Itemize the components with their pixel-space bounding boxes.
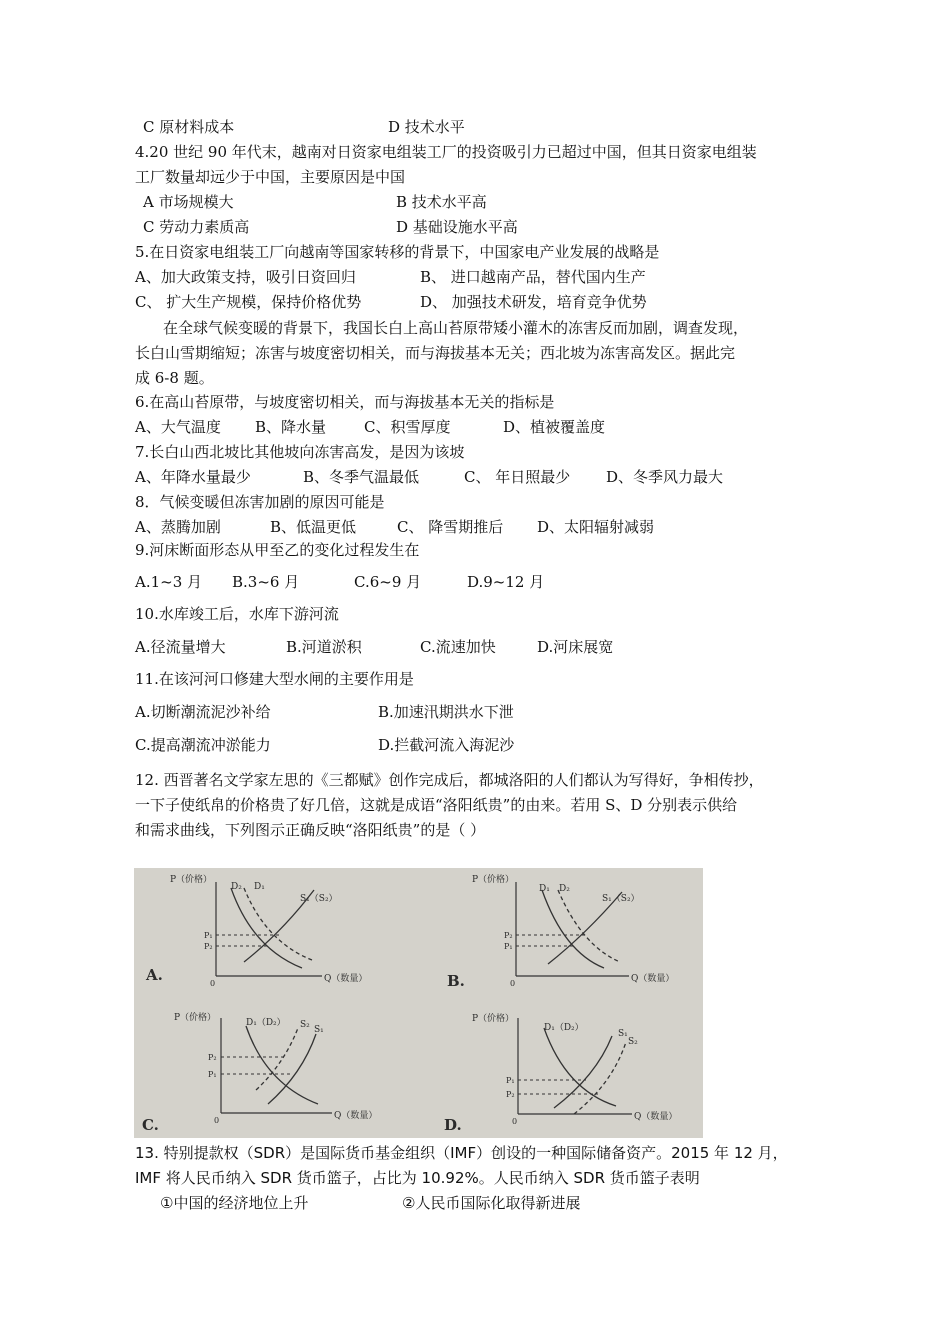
q8-option-b: B、低温更低 bbox=[270, 518, 357, 536]
panel-d-y-label: P（价格） bbox=[472, 1014, 515, 1024]
q10-option-b: B.河道淤积 bbox=[286, 638, 362, 656]
q5-option-c: C、 扩大生产规模，保持价格优势 bbox=[135, 293, 362, 311]
q13-option-2: ②人民币国际化取得新进展 bbox=[402, 1194, 581, 1212]
q4-option-b: B 技术水平高 bbox=[396, 193, 487, 211]
q11-stem: 11.在该河河口修建大型水闸的主要作用是 bbox=[135, 670, 414, 688]
q8-stem: 8．气候变暖但冻害加剧的原因可能是 bbox=[135, 493, 385, 511]
q6-option-b: B、降水量 bbox=[255, 418, 327, 436]
q3-option-c: C 原材料成本 bbox=[143, 118, 235, 136]
q8-option-a: A、蒸腾加剧 bbox=[135, 518, 221, 536]
q5-option-a: A、加大政策支持，吸引日资回归 bbox=[135, 268, 356, 286]
panel-a bbox=[145, 873, 367, 988]
passage-line3: 成 6-8 题。 bbox=[135, 369, 214, 387]
panel-b-x-label: Q（数量） bbox=[631, 974, 675, 984]
q7-option-c: C、 年日照最少 bbox=[464, 468, 571, 486]
q5-option-b: B、 进口越南产品，替代国内生产 bbox=[420, 268, 646, 286]
panel-a-p-hi: P₁ bbox=[204, 931, 213, 940]
q9-option-a: A.1~3 月 bbox=[135, 573, 203, 591]
q4-option-c: C 劳动力素质高 bbox=[143, 218, 250, 236]
q9-stem: 9.河床断面形态从甲至乙的变化过程发生在 bbox=[135, 541, 420, 559]
q6-stem: 6.在高山苔原带，与坡度密切相关，而与海拔基本无关的指标是 bbox=[135, 393, 555, 411]
panel-d-d-label: D₁（D₂） bbox=[544, 1023, 584, 1033]
panel-d-p-hi: P₁ bbox=[506, 1076, 515, 1085]
q11-option-b: B.加速汛期洪水下泄 bbox=[378, 703, 514, 721]
q8-option-d: D、太阳辐射减弱 bbox=[537, 518, 655, 536]
panel-c-p-hi: P₂ bbox=[208, 1053, 217, 1062]
panel-b-y-label: P（价格） bbox=[472, 875, 515, 885]
panel-c-x-label: Q（数量） bbox=[334, 1111, 378, 1121]
passage-line2: 长白山雪期缩短；冻害与坡度密切相关，而与海拔基本无关；西北坡为冻害高发区。据此完 bbox=[135, 344, 736, 362]
q13-option-1: ①中国的经济地位上升 bbox=[160, 1194, 309, 1212]
panel-a-s-label: S₁（S₂） bbox=[300, 894, 338, 904]
q7-option-a: A、年降水量最少 bbox=[135, 468, 251, 486]
q10-option-a: A.径流量增大 bbox=[135, 638, 226, 656]
panel-b-p-lo: P₁ bbox=[504, 942, 513, 951]
panel-a-d2-label: D₁ bbox=[254, 882, 265, 892]
panel-b bbox=[447, 873, 674, 990]
q7-stem: 7.长白山西北坡比其他坡向冻害高发，是因为该坡 bbox=[135, 443, 465, 461]
panel-b-s-label: S₁（S₂） bbox=[602, 894, 640, 904]
panel-d-s1-label: S₁ bbox=[618, 1029, 628, 1039]
panel-d-letter: D. bbox=[444, 1116, 462, 1134]
q5-option-d: D、 加强技术研发，培育竞争优势 bbox=[420, 293, 647, 311]
q11-option-a: A.切断潮流泥沙补给 bbox=[135, 703, 271, 721]
panel-c-d-label: D₁（D₂） bbox=[246, 1018, 286, 1028]
q13-stem-line1: 13. 特别提款权（SDR）是国际货币基金组织（IMF）创设的一种国际储备资产。2015 年 12 月， bbox=[135, 1144, 788, 1162]
q5-stem: 5.在日资家电组装工厂向越南等国家转移的背景下，中国家电产业发展的战略是 bbox=[135, 243, 660, 261]
panel-a-y-label: P（价格） bbox=[170, 875, 213, 885]
q11-option-d: D.拦截河流入海泥沙 bbox=[378, 736, 515, 754]
panel-d-s1-curve bbox=[554, 1036, 612, 1108]
panel-d bbox=[444, 1012, 677, 1134]
q4-stem-line1: 4.20 世纪 90 年代末，越南对日资家电组装工厂的投资吸引力已超过中国，但其日资家电组装 bbox=[135, 143, 757, 161]
q9-option-b: B.3~6 月 bbox=[232, 573, 300, 591]
panel-a-p-lo: P₂ bbox=[204, 942, 213, 951]
q9-option-c: C.6~9 月 bbox=[354, 573, 422, 591]
panel-b-origin: 0 bbox=[510, 979, 516, 988]
panel-c bbox=[142, 1011, 377, 1134]
q8-option-c: C、 降雪期推后 bbox=[397, 518, 504, 536]
panel-a-origin: 0 bbox=[210, 979, 216, 988]
panel-c-origin: 0 bbox=[214, 1116, 220, 1125]
q4-option-d: D 基础设施水平高 bbox=[396, 218, 518, 236]
panel-d-s2-curve bbox=[574, 1042, 626, 1114]
passage-line1: 在全球气候变暖的背景下，我国长白上高山苔原带矮小灌木的冻害反而加剧，调查发现， bbox=[163, 319, 749, 337]
q7-option-d: D、冬季风力最大 bbox=[606, 468, 724, 486]
panel-d-x-label: Q（数量） bbox=[634, 1112, 678, 1122]
panel-c-s2-label: S₁ bbox=[314, 1025, 324, 1035]
panel-a-d1-curve bbox=[231, 888, 302, 968]
q6-option-a: A、大气温度 bbox=[135, 418, 221, 436]
q11-option-c: C.提高潮流冲淤能力 bbox=[135, 736, 271, 754]
panel-d-origin: 0 bbox=[512, 1117, 518, 1126]
panel-c-d-curve bbox=[246, 1026, 318, 1104]
q9-option-d: D.9~12 月 bbox=[467, 573, 545, 591]
panel-b-letter: B. bbox=[447, 972, 465, 990]
panel-c-y-label: P（价格） bbox=[174, 1013, 217, 1023]
q13-stem-line2: IMF 将人民币纳入 SDR 货币篮子，占比为 10.92%。人民币纳入 SDR 货币篮子表明 bbox=[135, 1169, 700, 1187]
panel-b-d2-label: D₂ bbox=[559, 884, 570, 894]
panel-b-d1-curve bbox=[542, 890, 604, 968]
panel-b-d1-label: D₁ bbox=[539, 884, 550, 894]
panel-d-s2-label: S₂ bbox=[628, 1037, 638, 1047]
panel-d-p-lo: P₂ bbox=[506, 1090, 515, 1099]
panel-c-s1-label: S₂ bbox=[300, 1020, 310, 1030]
q6-option-c: C、积雪厚度 bbox=[364, 418, 451, 436]
q12-stem-line1: 12. 西晋著名文学家左思的《三都赋》创作完成后，都城洛阳的人们都认为写得好，争相传抄， bbox=[135, 771, 764, 789]
q7-option-b: B、冬季气温最低 bbox=[303, 468, 420, 486]
panel-b-p-hi: P₂ bbox=[504, 931, 513, 940]
q12-stem-line3: 和需求曲线，下列图示正确反映“洛阳纸贵”的是（ ） bbox=[135, 821, 486, 839]
q10-stem: 10.水库竣工后，水库下游河流 bbox=[135, 605, 339, 623]
supply-demand-figure bbox=[134, 868, 703, 1138]
panel-c-p-lo: P₁ bbox=[208, 1070, 217, 1079]
panel-c-letter: C. bbox=[142, 1116, 159, 1134]
q10-option-d: D.河床展宽 bbox=[537, 638, 614, 656]
q4-stem-line2: 工厂数量却远少于中国，主要原因是中国 bbox=[135, 168, 406, 186]
q4-option-a: A 市场规模大 bbox=[143, 193, 234, 211]
panel-a-letter: A. bbox=[146, 966, 163, 984]
q3-option-d: D 技术水平 bbox=[388, 118, 465, 136]
q10-option-c: C.流速加快 bbox=[420, 638, 496, 656]
panel-a-d1-label: D₂ bbox=[231, 882, 242, 892]
q12-stem-line2: 一下子使纸帛的价格贵了好几倍，这就是成语“洛阳纸贵”的由来。若用 S、D 分别表示供给 bbox=[135, 796, 738, 814]
q6-option-d: D、植被覆盖度 bbox=[503, 418, 606, 436]
panel-a-x-label: Q（数量） bbox=[324, 974, 368, 984]
